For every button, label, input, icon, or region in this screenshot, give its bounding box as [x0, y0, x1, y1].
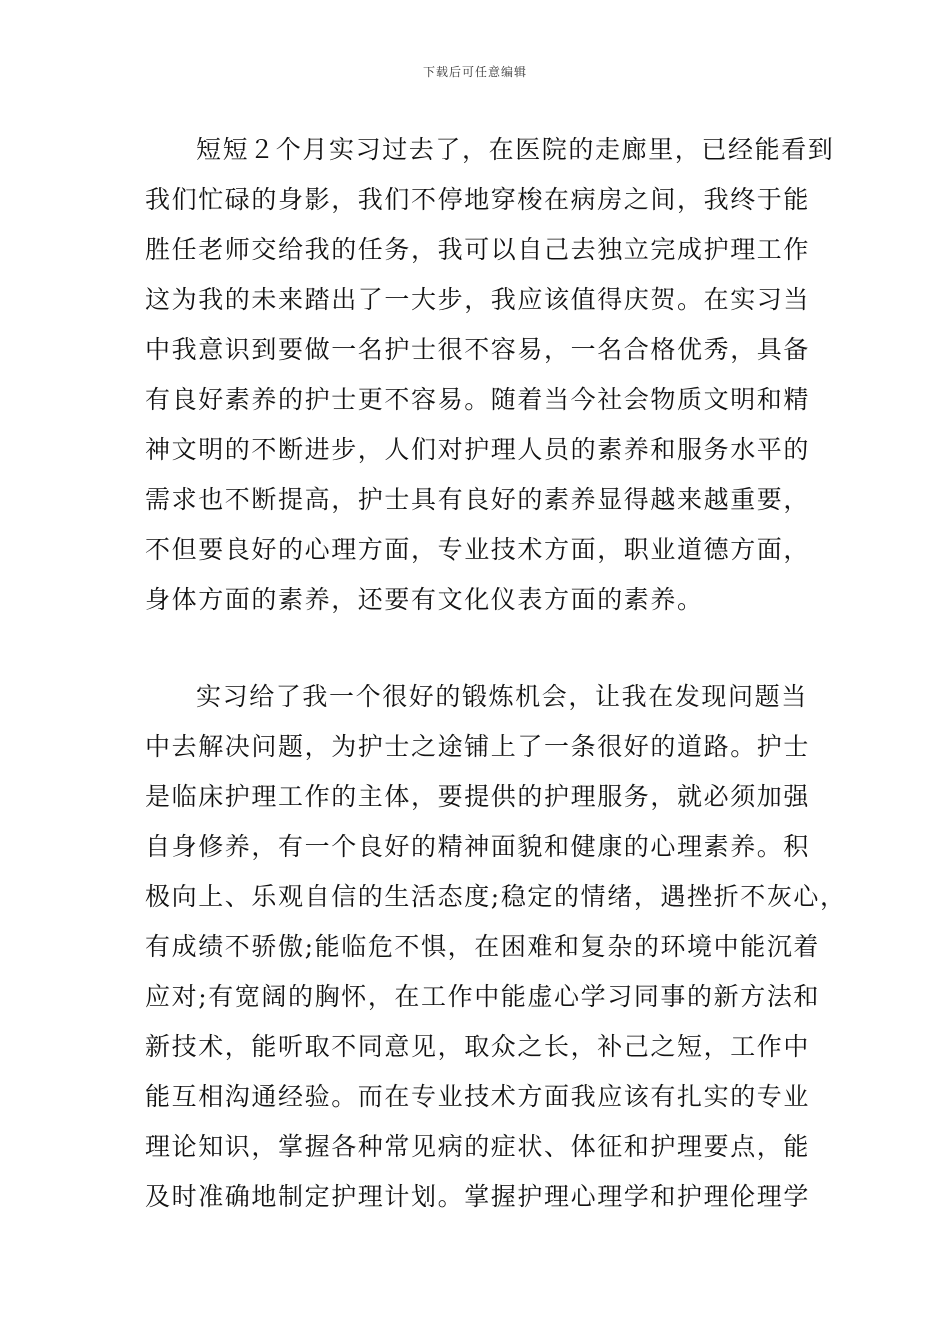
paragraph-2-line-11: 及时准确地制定护理计划。掌握护理心理学和护理伦理学 — [145, 1182, 811, 1211]
paragraph-2-line-8: 新技术，能听取不同意见，取众之长，补己之短，工作中 — [145, 1032, 811, 1061]
paragraph-1-line-9: 不但要良好的心理方面，专业技术方面，职业道德方面， — [145, 535, 811, 564]
paragraph-1-line-3: 胜任老师交给我的任务，我可以自己去独立完成护理工作 — [145, 235, 811, 264]
paragraph-2-line-3: 是临床护理工作的主体，要提供的护理服务，就必须加强 — [145, 782, 811, 811]
paragraph-1-line-2: 我们忙碌的身影，我们不停地穿梭在病房之间，我终于能 — [145, 185, 811, 214]
header-note: 下载后可任意编辑 — [422, 65, 527, 79]
paragraph-1-line-7: 神文明的不断进步，人们对护理人员的素养和服务水平的 — [145, 435, 811, 464]
paragraph-2-line-10: 理论知识，掌握各种常见病的症状、体征和护理要点，能 — [145, 1132, 811, 1161]
paragraph-2-line-1: 实习给了我一个很好的锻炼机会，让我在发现问题当 — [196, 682, 808, 711]
paragraph-2-line-6: 有成绩不骄傲;能临危不惧，在困难和复杂的环境中能沉着 — [145, 932, 821, 961]
paragraph-1-line-1: 短短２个月实习过去了，在医院的走廊里，已经能看到 — [196, 135, 835, 164]
paragraph-1-line-4: 这为我的未来踏出了一大步，我应该值得庆贺。在实习当 — [145, 285, 811, 314]
paragraph-1-line-10: 身体方面的素养，还要有文化仪表方面的素养。 — [145, 585, 704, 614]
paragraph-2-line-7: 应对;有宽阔的胸怀，在工作中能虚心学习同事的新方法和 — [145, 982, 821, 1011]
paragraph-2-line-4: 自身修养，有一个良好的精神面貌和健康的心理素养。积 — [145, 832, 811, 861]
paragraph-2-line-2: 中去解决问题，为护士之途铺上了一条很好的道路。护士 — [145, 732, 811, 761]
paragraph-2-line-9: 能互相沟通经验。而在专业技术方面我应该有扎实的专业 — [145, 1082, 811, 1111]
paragraph-1-line-5: 中我意识到要做一名护士很不容易，一名合格优秀，具备 — [145, 335, 811, 364]
paragraph-1-line-6: 有良好素养的护士更不容易。随着当今社会物质文明和精 — [145, 385, 811, 414]
paragraph-1-line-8: 需求也不断提高，护士具有良好的素养显得越来越重要， — [145, 485, 811, 514]
paragraph-2-line-5: 极向上、乐观自信的生活态度;稳定的情绪，遇挫折不灰心， — [145, 882, 847, 911]
